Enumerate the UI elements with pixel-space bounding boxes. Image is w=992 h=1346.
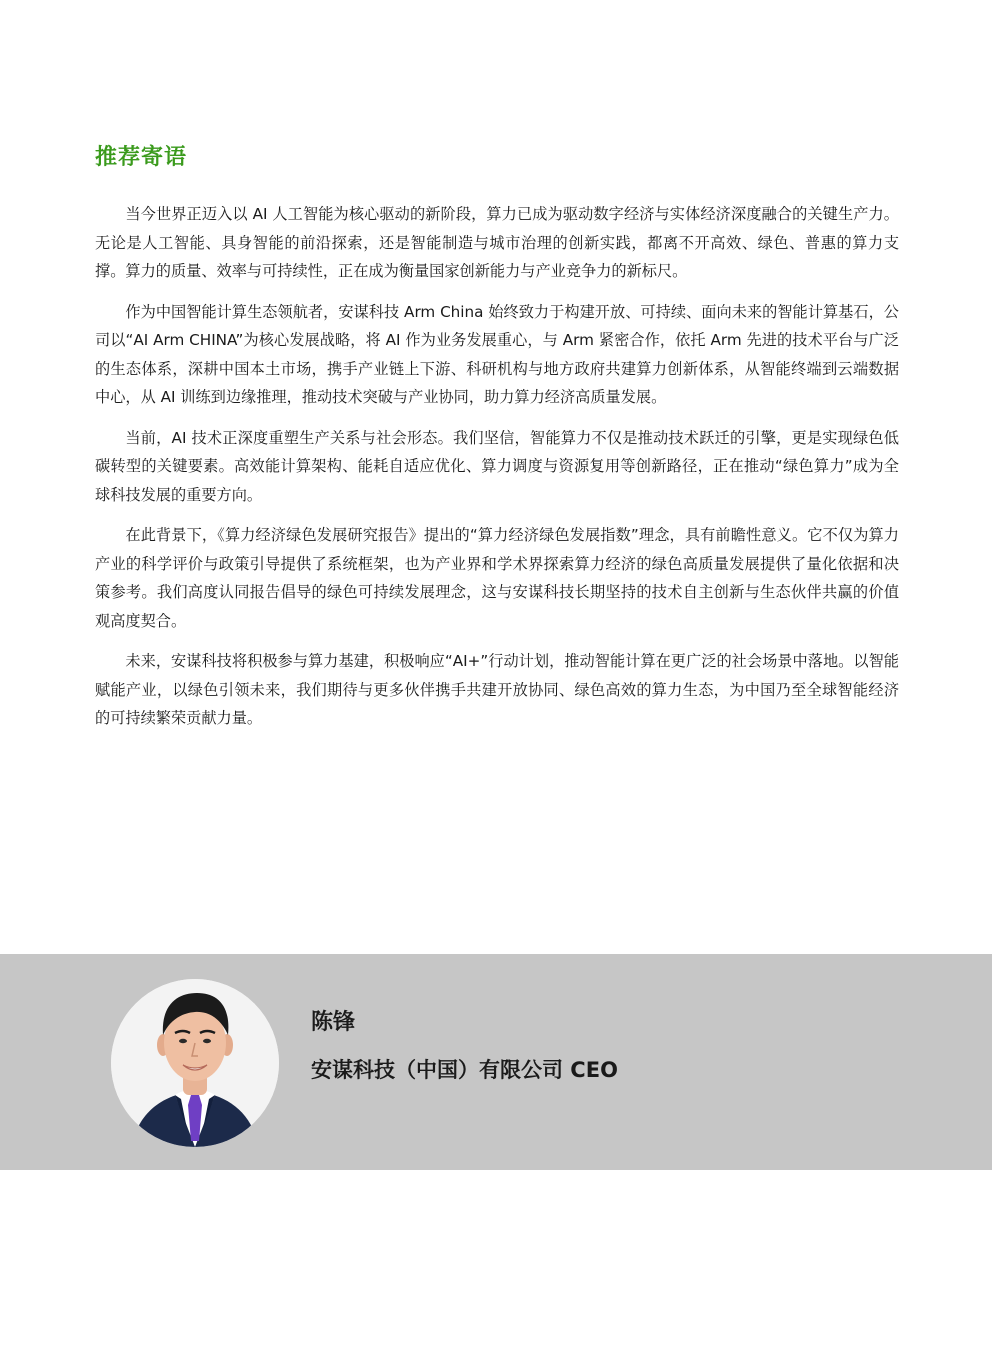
paragraph-2: 作为中国智能计算生态领航者，安谋科技 Arm China 始终致力于构建开放、可持续、面向未来的智能计算基石，公司以“AI Arm CHINA”为核心发展战略，将 AI 作为业务发展重心，与 Arm 紧密合作，依托 Arm 先进的技术平台与广泛的生态体系，深耕中国本土市场，携手产业链上下游、科研机构与地方政府共建算力创新体系，从智能终端到云端数据中心，从 AI 训练到边缘推理，推动技术突破与产业协同，助力算力经济高质量发展。 [95, 302, 899, 406]
signature-position: 安谋科技（中国）有限公司 CEO [311, 1058, 618, 1082]
portrait-image [111, 979, 279, 1147]
page-title: 推荐寄语 [95, 145, 188, 170]
signature-name: 陈锋 [311, 1010, 356, 1035]
paragraph-3: 当前，AI 技术正深度重塑生产关系与社会形态。我们坚信，智能算力不仅是推动技术跃迁的引擎，更是实现绿色低碳转型的关键要素。高效能计算架构、能耗自适应优化、算力调度与资源复用等创新路径，正在推动“绿色算力”成为全球科技发展的重要方向。 [95, 428, 899, 504]
article-body [95, 200, 899, 745]
avatar [111, 979, 279, 1147]
paragraph-1: 当今世界正迈入以 AI 人工智能为核心驱动的新阶段，算力已成为驱动数字经济与实体经济深度融合的关键生产力。无论是人工智能、具身智能的前沿探索，还是智能制造与城市治理的创新实践，都离不开高效、绿色、普惠的算力支撑。算力的质量、效率与可持续性，正在成为衡量国家创新能力与产业竞争力的新标尺。 [95, 205, 899, 280]
signature-band [0, 954, 992, 1170]
paragraph-4: 在此背景下，《算力经济绿色发展研究报告》提出的“算力经济绿色发展指数”理念，具有前瞻性意义。它不仅为算力产业的科学评价与政策引导提供了系统框架，也为产业界和学术界探索算力经济的绿色高质量发展提供了量化依据和决策参考。我们高度认同报告倡导的绿色可持续发展理念，这与安谋科技长期坚持的技术自主创新与生态伙伴共赢的价值观高度契合。 [95, 526, 899, 630]
paragraph-5: 未来，安谋科技将积极参与算力基建，积极响应“AI+”行动计划，推动智能计算在更广泛的社会场景中落地。以智能赋能产业，以绿色引领未来，我们期待与更多伙伴携手共建开放协同、绿色高效的算力生态，为中国乃至全球智能经济的可持续繁荣贡献力量。 [95, 652, 899, 727]
